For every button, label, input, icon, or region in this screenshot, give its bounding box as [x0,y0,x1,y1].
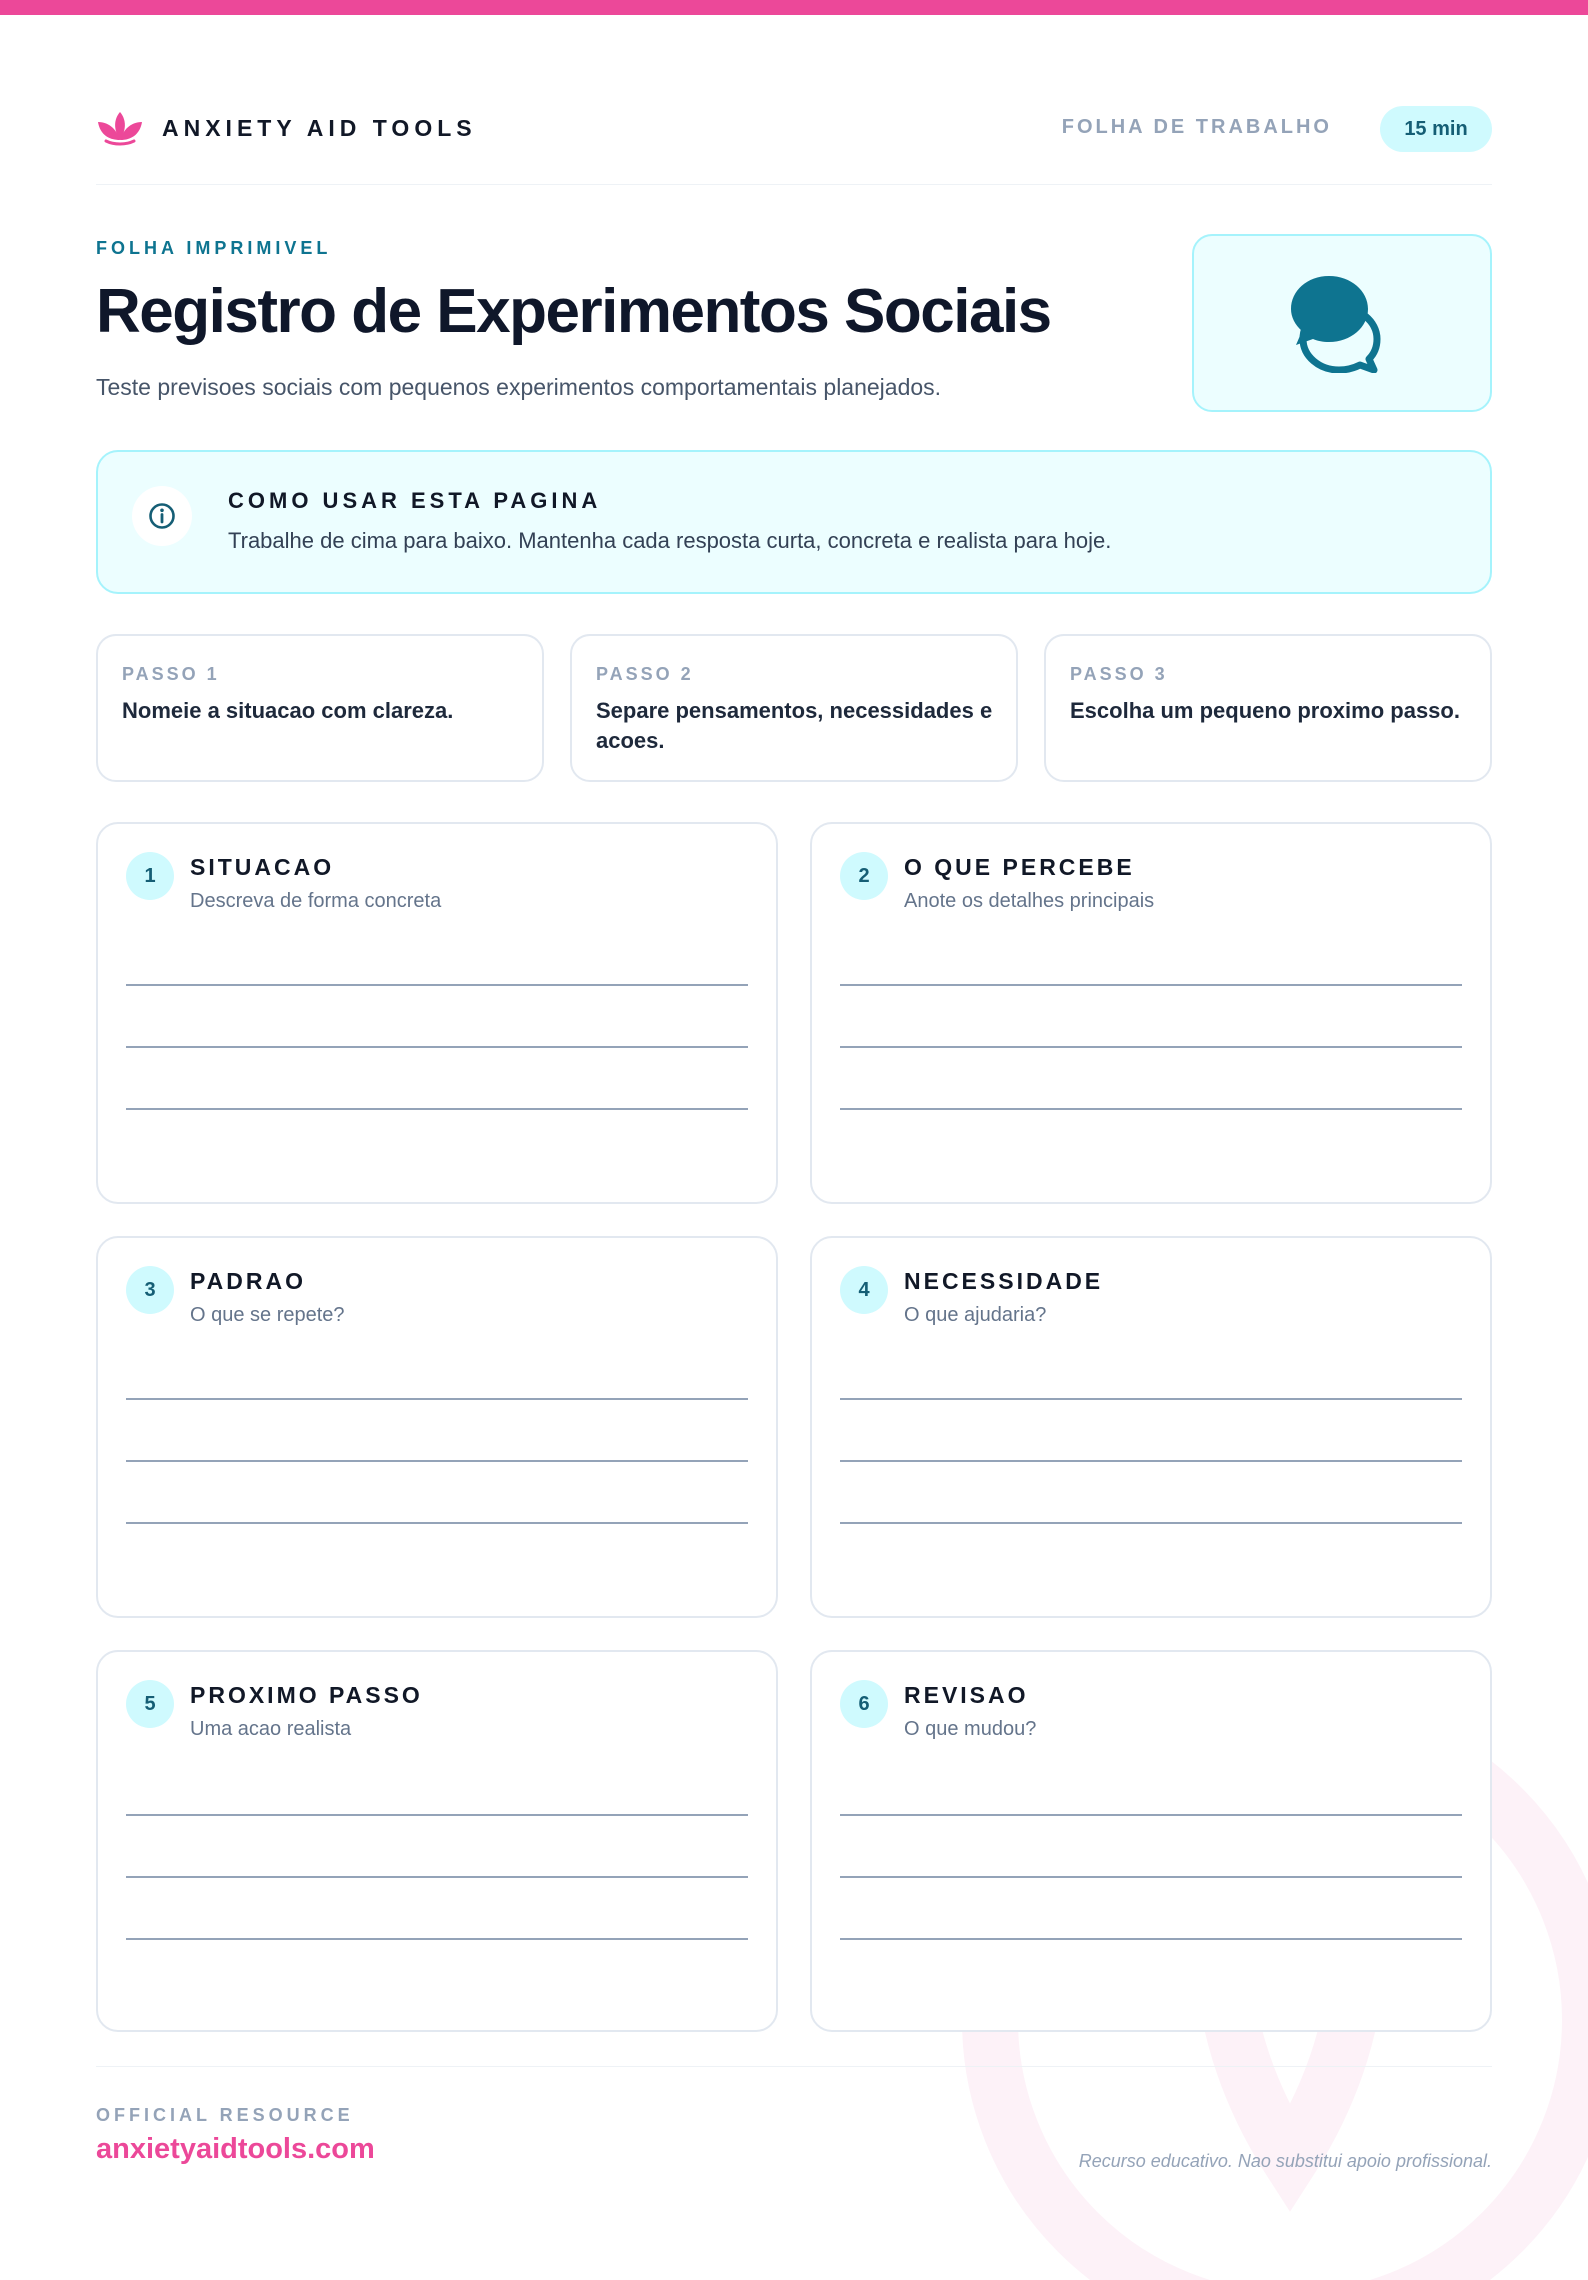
chat-bubbles-icon [1287,273,1397,373]
writing-line[interactable] [126,984,748,986]
steps-row [96,634,1492,782]
section-number: 5 [126,1680,174,1728]
section-subtitle: O que se repete? [190,1304,345,1326]
section-number: 3 [126,1266,174,1314]
step-text: Escolha um pequeno proximo passo. [1070,698,1460,723]
section-card-pattern [96,1236,778,1618]
footer-website-link[interactable]: anxietyaidtools.com [96,2133,375,2165]
writing-line[interactable] [126,1938,748,1940]
section-title: NECESSIDADE [904,1268,1104,1294]
section-card-review [810,1650,1492,2032]
section-subtitle: Uma acao realista [190,1718,352,1740]
writing-line[interactable] [840,1522,1462,1524]
writing-line[interactable] [126,1876,748,1878]
info-icon [148,502,176,530]
section-card-situation [96,822,778,1204]
section-title: PROXIMO PASSO [190,1682,423,1708]
writing-line[interactable] [126,1460,748,1462]
section-number: 1 [126,852,174,900]
writing-line[interactable] [840,1046,1462,1048]
writing-line[interactable] [126,1398,748,1400]
hero-icon-panel [1192,234,1492,412]
brand-name: ANXIETY AID TOOLS [162,114,477,141]
page-footer [96,2066,1492,2171]
duration-badge: 15 min [1380,106,1492,152]
brand [96,110,477,146]
section-number: 4 [840,1266,888,1314]
page-header [96,104,1492,185]
how-to-text: Trabalhe de cima para baixo. Mantenha cada resposta curta, concreta e realista para hoje. [228,528,1112,553]
writing-line[interactable] [840,1938,1462,1940]
section-title: O QUE PERCEBE [904,854,1135,880]
info-icon-badge [132,486,192,546]
step-card-3 [1044,634,1492,782]
section-card-next-step [96,1650,778,2032]
writing-line[interactable] [840,1876,1462,1878]
step-text: Separe pensamentos, necessidades e acoes. [596,698,993,753]
section-subtitle: O que ajudaria? [904,1304,1047,1326]
writing-line[interactable] [840,984,1462,986]
step-text: Nomeie a situacao com clareza. [122,698,454,723]
lotus-icon [96,110,144,146]
step-card-1 [96,634,544,782]
page-eyebrow: FOLHA IMPRIMIVEL [96,238,332,258]
writing-line[interactable] [126,1814,748,1816]
document-type-label: FOLHA DE TRABALHO [1061,116,1332,138]
footer-label: OFFICIAL RESOURCE [96,2105,354,2125]
footer-disclaimer: Recurso educativo. Nao substitui apoio profissional. [1078,2151,1492,2171]
writing-line[interactable] [840,1814,1462,1816]
section-card-need [810,1236,1492,1618]
section-subtitle: O que mudou? [904,1718,1037,1740]
step-card-2 [570,634,1018,782]
writing-line[interactable] [126,1046,748,1048]
section-number: 6 [840,1680,888,1728]
writing-line[interactable] [840,1460,1462,1462]
page-subtitle: Teste previsoes sociais com pequenos experimentos comportamentais planejados. [96,374,942,400]
step-label: PASSO 1 [122,664,220,684]
section-title: SITUACAO [190,854,335,880]
writing-line[interactable] [840,1398,1462,1400]
step-label: PASSO 2 [596,664,694,684]
how-to-use-panel [96,450,1492,594]
section-title: REVISAO [904,1682,1029,1708]
section-subtitle: Descreva de forma concreta [190,890,442,912]
writing-line[interactable] [126,1108,748,1110]
step-label: PASSO 3 [1070,664,1168,684]
section-title: PADRAO [190,1268,306,1294]
section-card-what-you-notice [810,822,1492,1204]
section-subtitle: Anote os detalhes principais [904,890,1155,912]
writing-line[interactable] [126,1522,748,1524]
page-title: Registro de Experimentos Sociais [96,277,1051,346]
how-to-title: COMO USAR ESTA PAGINA [228,488,602,513]
section-number: 2 [840,852,888,900]
writing-line[interactable] [840,1108,1462,1110]
top-accent-bar [0,0,1588,15]
